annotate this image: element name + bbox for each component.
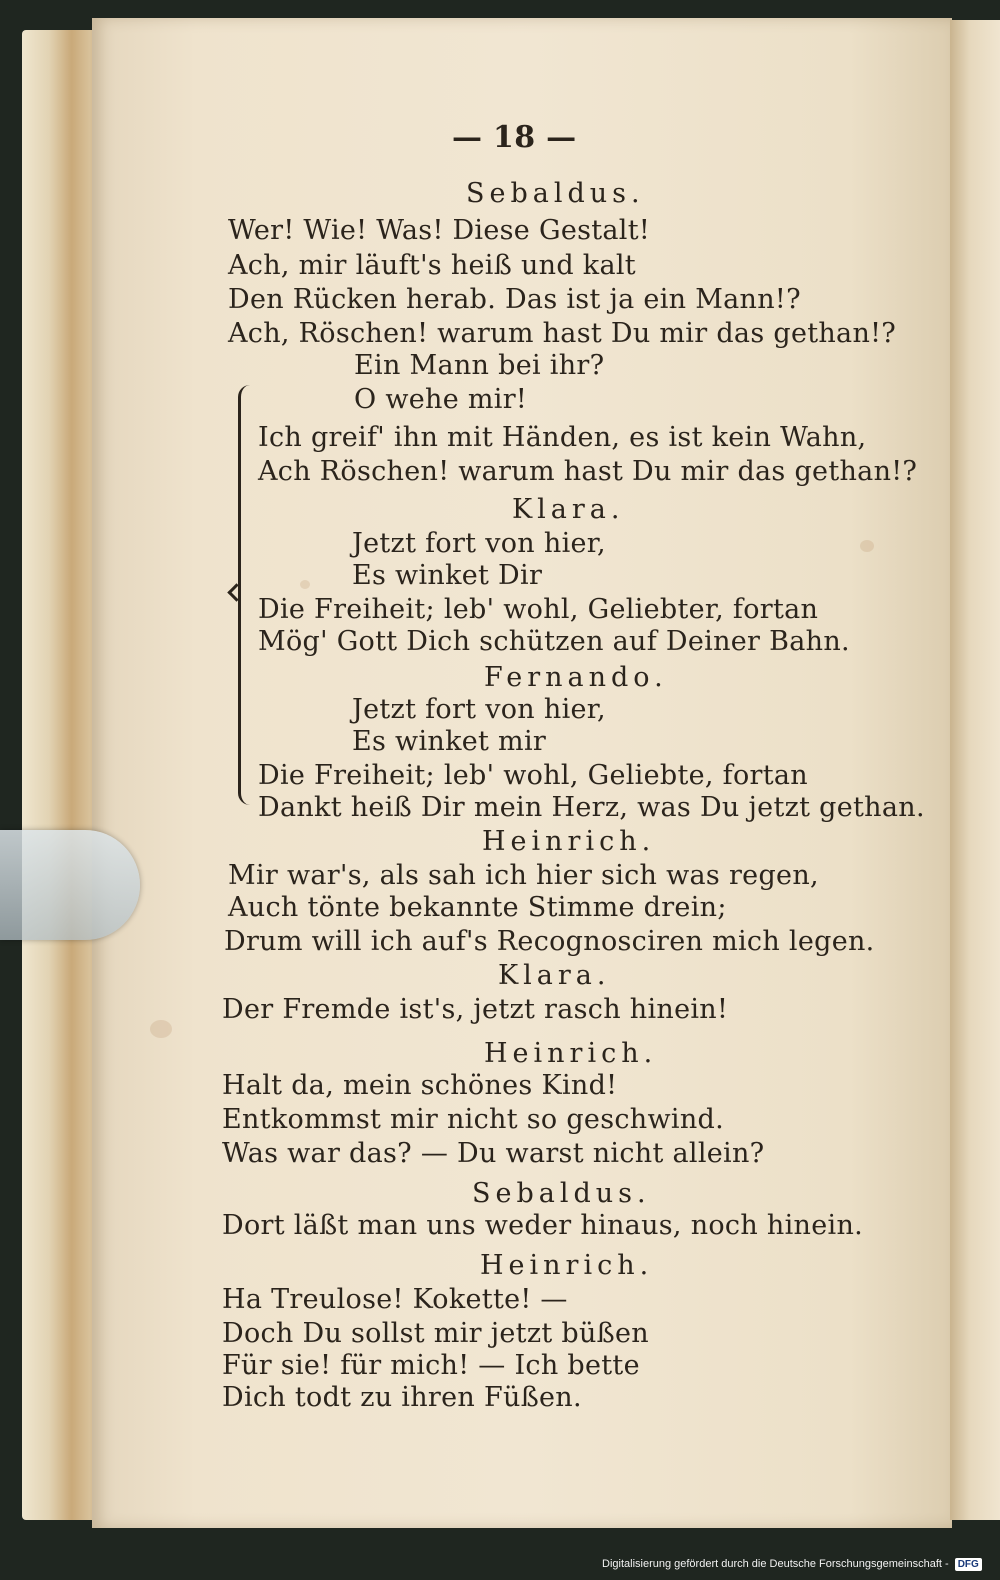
verse-line: Ach, mir läuft's heiß und kalt [228,250,636,281]
verse-line: Jetzt fort von hier, [352,528,606,559]
verse-line: O wehe mir! [354,384,528,415]
verse-line: Halt da, mein schönes Kind! [222,1070,618,1101]
verse-line: Es winket mir [352,726,547,757]
speaker-name: Heinrich. [480,1250,654,1281]
verse-line: Die Freiheit; leb' wohl, Geliebter, fortan [258,594,819,625]
speaker-name: Sebaldus. [466,178,645,209]
speaker-name: Fernando. [484,662,668,693]
verse-line: Jetzt fort von hier, [352,694,606,725]
speaker-name: Klara. [498,960,611,991]
verse-line: Doch Du sollst mir jetzt büßen [222,1318,649,1349]
credit-text: Digitalisierung gefördert durch die Deutsche Forschungsgemeinschaft - [602,1558,949,1570]
digitization-credit [602,1554,982,1574]
verse-line: Mög' Gott Dich schützen auf Deiner Bahn. [258,626,850,657]
verse-line: Was war das? — Du warst nicht allein? [222,1138,765,1169]
verse-line: Ha Treulose! Kokette! — [222,1284,568,1315]
verse-line: Wer! Wie! Was! Diese Gestalt! [228,215,651,246]
verse-line: Ich greif' ihn mit Händen, es ist kein Wahn, [258,422,867,453]
verse-line: Der Fremde ist's, jetzt rasch hinein! [222,994,729,1025]
speaker-name: Sebaldus. [472,1178,651,1209]
speaker-name: Klara. [512,494,625,525]
verse-line: Den Rücken herab. Das ist ja ein Mann!? [228,284,801,315]
page-number: — 18 — [452,120,577,155]
verse-line: Dich todt zu ihren Füßen. [222,1382,582,1413]
verse-line: Entkommst mir nicht so geschwind. [222,1104,724,1135]
verse-line: Ein Mann bei ihr? [354,350,605,381]
verse-line: Ach Röschen! warum hast Du mir das gethan!? [258,456,918,487]
verse-line: Drum will ich auf's Recognosciren mich legen. [224,926,875,957]
verse-line: Dankt heiß Dir mein Herz, was Du jetzt gethan. [258,792,925,823]
verse-line: Für sie! für mich! — Ich bette [222,1350,640,1381]
speaker-name: Heinrich. [484,1038,658,1069]
speaker-name: Heinrich. [482,826,656,857]
verse-line: Mir war's, als sah ich hier sich was regen, [228,860,819,891]
dfg-logo: DFG [955,1558,982,1571]
verse-line: Auch tönte bekannte Stimme drein; [228,892,727,923]
verse-line: Die Freiheit; leb' wohl, Geliebte, fortan [258,760,808,791]
verse-line: Es winket Dir [352,560,543,591]
verse-line: Ach, Röschen! warum hast Du mir das gethan!? [228,318,897,349]
verse-line: Dort läßt man uns weder hinaus, noch hinein. [222,1210,864,1241]
